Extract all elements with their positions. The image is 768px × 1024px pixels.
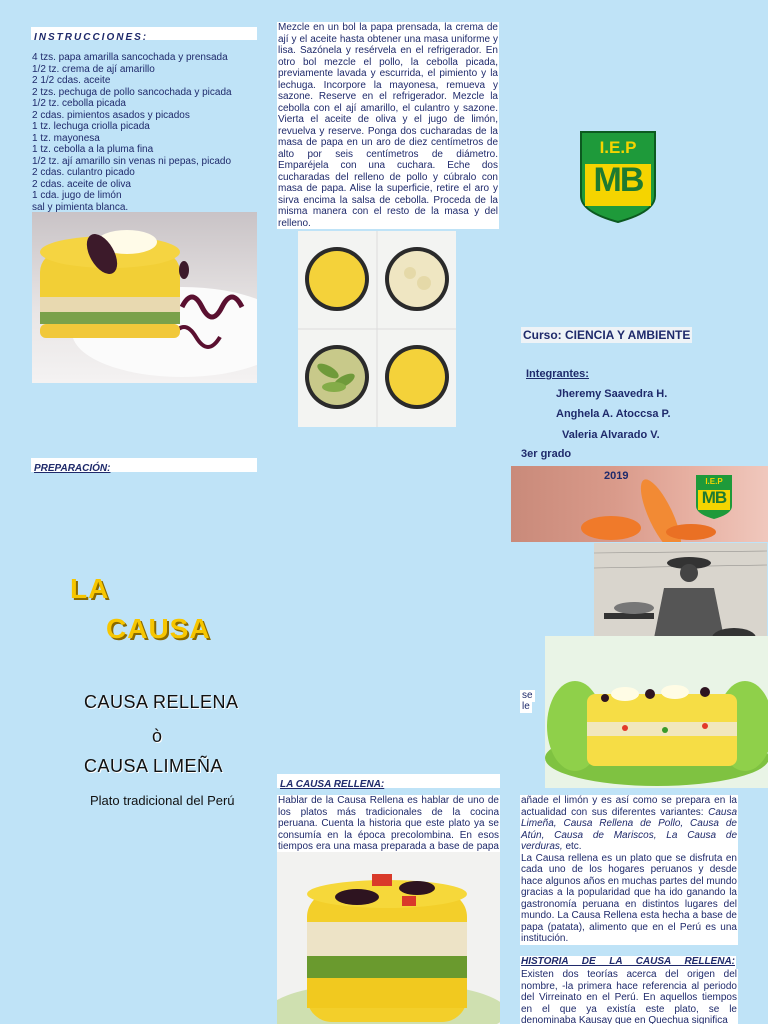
text-fragment-le: le	[522, 701, 530, 712]
variants-text-start: añade el limón y es así como se prepara en la actualidad con sus diferentes variantes:	[521, 795, 737, 818]
history-text: Existen dos teorías acerca del origen del nombre, -la primera hace referencia al periodo del Virreinato en el Perú. En aquellos tiempos en el que ya existía este plato, se le denominaba Kausay que en Quechua significa	[521, 969, 737, 1024]
course-label: Curso: CIENCIA Y AMBIENTE	[523, 328, 691, 342]
list-item: 1/2 tz. crema de ají amarillo	[32, 63, 155, 75]
list-item: 1/2 tz. ají amarillo sin venas ni pepas, picado	[32, 155, 231, 167]
instructions-header-box	[31, 27, 257, 43]
member-1: Jheremy Saavedra H.	[556, 388, 668, 400]
preparation-header: PREPARACIÓN:	[34, 463, 111, 474]
list-item: 2 cdas. aceite de oliva	[32, 178, 131, 190]
grade-label: 3er grado	[521, 448, 572, 460]
year-banner	[511, 466, 768, 542]
causa-photo-1	[32, 212, 257, 383]
title-causa: CAUSA	[106, 613, 211, 644]
school-logo	[579, 130, 657, 224]
causa-rellena-text: Hablar de la Causa Rellena es hablar de uno de los platos más tradicionales de la cocina peruana. Cuenta la historia que este plato ya se consumía en la época precolombina. En esos tiempos era una masa preparada a base de papa	[277, 795, 500, 864]
text-fragment-se: se	[522, 690, 533, 701]
list-item: sal y pimienta blanca.	[32, 201, 129, 213]
subtitle-causa-rellena: CAUSA RELLENA	[84, 692, 239, 712]
tagline: Plato tradicional del Perú	[90, 793, 235, 808]
list-item: 1 tz. cebolla a la pluma fina	[32, 144, 154, 155]
causa-photo-3	[545, 636, 768, 788]
member-2: Anghela A. Atoccsa P.	[556, 408, 671, 420]
list-item: 2 1/2 cdas. aceite	[32, 75, 111, 86]
title-la: LA	[70, 573, 110, 604]
variants-italic: Causa Limeña, Causa Rellena de Pollo, Causa de Atún, Causa de Mariscos, La Causa de verduras,	[521, 806, 737, 852]
small-logo-top-text: I.E.P	[705, 477, 723, 486]
members-header: Integrantes:	[526, 368, 589, 380]
logo-bottom-text: MB	[593, 161, 643, 199]
causa-header-box	[277, 774, 500, 788]
ingredient-list	[32, 52, 262, 213]
history-header: HISTORIA DE LA CAUSA RELLENA:	[521, 956, 735, 967]
subtitle-causa-limena: CAUSA LIMEÑA	[84, 756, 224, 776]
list-item: 2 cdas. culantro picado	[32, 167, 135, 178]
small-logo-bottom-text: MB	[701, 488, 727, 507]
list-item: 1 cda. jugo de limón	[32, 190, 122, 201]
causa-rellena-header: LA CAUSA RELLENA:	[280, 779, 385, 790]
list-item: 4 tzs. papa amarilla sancochada y prensada	[32, 52, 228, 63]
member-3: Valeria Alvarado V.	[562, 429, 660, 441]
year-label: 2019	[604, 470, 629, 482]
variants-text	[520, 795, 738, 945]
list-item: 2 tzs. pechuga de pollo sancochada y picada	[32, 86, 232, 98]
preparation-text: Mezcle en un bol la papa prensada, la crema de ají y el aceite hasta obtener una masa uniforme y lisa. Sazónela y resérvela en el refrigerador. En otro bol mezcle el pollo, la cebolla picada, previamente lavada y escurrida, el pimiento y la lechuga. Incorpore la mayonesa, remueva y sazone. Reserve en el refrigerador. Mezcle la cebolla con el ají amarillo, el culantro y sazone. Vierta el aceite de oliva y el jugo de limón, revuelva y reserve. Ponga dos cucharadas de la masa de papa en un aro de diez centímetros de alto por seis centímetros de diámetro. Emparéjela con una cuchara. Eche dos cucharadas del relleno de pollo y cúbralo con masa de papa. Alise la superficie, retire el aro y sirva encima la salsa de cebolla. Proceda de la misma manera con el resto de la masa y del relleno.	[278, 22, 498, 229]
causa-description: La Causa rellena es un plato que se disfruta en cada uno de los hogares peruanos y desde hace algunos años en muchas partes del mundo gracias a la popularidad que ha ido ganando la gastronomía peruana en distintos lugares del mundo. La Causa Rellena esta hecha a base de papa (patata), alimento que en el Perú es una institución.	[521, 852, 737, 944]
list-item: 1 tz. mayonesa	[32, 132, 100, 144]
list-item: 2 cdas. pimientos asados y picados	[32, 109, 190, 121]
instructions-header: INSTRUCCIONES:	[34, 32, 149, 43]
variants-text-end: etc.	[562, 841, 582, 852]
logo-top-text: I.E.P	[599, 138, 637, 157]
preparation-header-box	[31, 458, 257, 472]
list-item: 1/2 tz. cebolla picada	[32, 98, 126, 109]
causa-photo-2	[277, 852, 500, 1024]
small-school-logo	[695, 474, 733, 520]
subtitle-or: ò	[152, 726, 163, 746]
history-header-box	[520, 956, 736, 969]
list-item: 1 tz. lechuga criolla picada	[32, 121, 150, 132]
preparation-steps-photo	[298, 231, 456, 427]
